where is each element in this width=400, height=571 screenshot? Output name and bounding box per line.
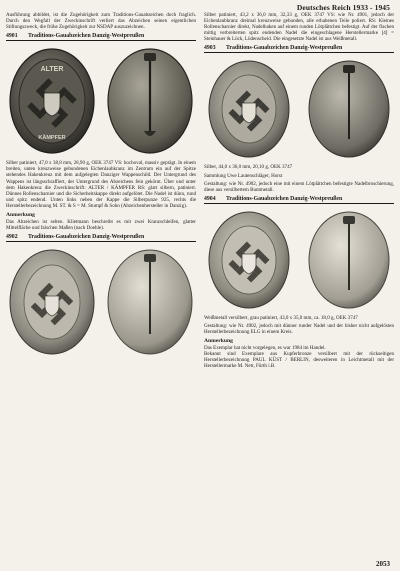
danzig-shield-icon bbox=[242, 254, 256, 274]
item-4903-heading bbox=[204, 45, 394, 53]
item-4903-description: Silber, 44,0 x 36,0 mm, 20,10 g, OEK 3747 bbox=[204, 164, 293, 171]
badge-front-photo bbox=[6, 45, 98, 157]
item-number: 4902 bbox=[6, 234, 18, 241]
item-4904-design: Gestaltung: wie Nr. 4902, jedoch mit dünner runder Nadel und der bisher nicht aufgelösten Herstellerbezeichnung ELG in einem Kreis. bbox=[204, 322, 394, 336]
badge-back-photo bbox=[304, 57, 394, 161]
note-title: Anmerkung bbox=[6, 212, 35, 219]
page-number: 2053 bbox=[376, 560, 390, 568]
item-number: 4903 bbox=[204, 45, 216, 52]
item-title: Traditions-Gauabzeichen Danzig-Westpreußen bbox=[226, 195, 343, 202]
note-text-1: Das Exemplar hat nicht vorgelegen, es war 1984 im Handel. bbox=[204, 345, 326, 352]
item-4902-heading bbox=[6, 234, 196, 242]
item-4904-heading bbox=[204, 196, 394, 204]
note-text: Das Abzeichen ist selten. Klietmann beschreibt es mit zwei Kranzschleifen, glatter Mittelfläche und falschen Maßen (nach Doehle). bbox=[6, 219, 196, 232]
badge-front-photo bbox=[6, 246, 98, 358]
item-4903-design: Gestaltung: wie Nr. 4902, jedoch eine mit einem Lötplättchen befestigte Nadelbroschierung, diese aus versilbertem Buntmetall. bbox=[204, 180, 394, 193]
note-text-2: Bekannt sind Exemplare aus Kupferbronze versilbert mit der rückseitigen Herstellerbezeichnung PAUL KÜST / BERLIN, desweiteren in Leichtmetall mit der Herstellermarke M. Nett, Fürth i.B. bbox=[204, 351, 394, 370]
badge-back-photo bbox=[304, 208, 394, 312]
item-4901-heading bbox=[6, 33, 196, 41]
danzig-shield-icon bbox=[44, 93, 60, 116]
item-4901-photos bbox=[6, 45, 196, 157]
item-title: Traditions-Gauabzeichen Danzig-Westpreußen bbox=[28, 33, 145, 40]
item-4904-description: Weißmetall versilbert, grau patiniert, 43,0 x 35,0 mm, ca. 18,0 g, OEK 3747 bbox=[204, 314, 358, 321]
note-title: Anmerkung bbox=[204, 338, 233, 345]
hinge bbox=[144, 53, 156, 61]
item-4901-description: Silber patiniert, 47,0 x 38,8 mm, 28,90 g, OEK 3747 VS: hochoval, massiv geprägt. In einem breiten, unten kreuzweise gebundenen Eichenlaubkranz im Zentrum ein auf der Spitze stehendes Hakenkreuz mit dem aufgelegten Danziger Wappenschild. Der Untergrund des Wappens ist längsschraffiert, der Untergrund des Abzeichens fein gekörnt. Über und unter dem Hakenkreuz die Zweckinschrift: ALTER / KÄMPFER RS: glatt silbern, patiniert. Dünnes Rollenscharnier und die Sicherheitskappe direkt aufgelötet. Die Nadel ist dünn, rund und spitz endend. Unten links neben der Kappe die Silberpunze 925, rechts die Herstellerbezeichnung M. ST. & S = M. Stumpf & Sohn (Abzeichenhersteller in Danzig). bbox=[6, 160, 196, 209]
item-4903-photos bbox=[204, 57, 394, 161]
item-4902-description: Silber patiniert, 43,2 x 36,0 mm, 32,33 g, OEK 3747 VS: wie Nr. 4901, jedoch der Eichenlaubkranz dreimal kreuzweise gebunden, alle erhabenen Teile poliert. RS: Kleines Rollenscharnier direkt, Nadelhaken auf einem runden Lötplättchen befestigt. Auf der flachen mittig verbreiterten spitz endenden Nadel die eingeschlagene Herstellermarke [4] = Steinhauer & Lück, Lüdenscheid. Die eingesetzte Nadel ist aus Weißmetall. bbox=[204, 12, 394, 43]
badge-front-photo bbox=[204, 57, 294, 161]
badge-front-photo bbox=[204, 208, 294, 312]
item-title: Traditions-Gauabzeichen Danzig-Westpreußen bbox=[28, 234, 145, 241]
item-title: Traditions-Gauabzeichen Danzig-Westpreußen bbox=[226, 45, 343, 52]
inscription-top: ALTER bbox=[40, 66, 64, 74]
danzig-shield-icon bbox=[45, 296, 59, 316]
badge-back-photo bbox=[104, 246, 196, 358]
right-column bbox=[204, 12, 394, 370]
page-header: Deutsches Reich 1933 - 1945 bbox=[296, 3, 390, 12]
inscription-bottom: KÄMPFER bbox=[38, 135, 66, 142]
hinge bbox=[144, 254, 156, 262]
item-number: 4901 bbox=[6, 33, 18, 40]
danzig-shield-icon bbox=[242, 103, 256, 123]
badge-back-photo bbox=[104, 45, 196, 157]
item-number: 4904 bbox=[204, 195, 216, 202]
hinge bbox=[343, 65, 355, 73]
intro-text: Ausführung abbildet, ist die Zugehörigkeit zum Traditions-Gauabzeichen doch fraglich. Durch den Wegfall der Zweckinschrift verliert das Abzeichen seinen eigentlichen Stiftungszweck, die frühe Zugehörigkeit zur NSDAP auszuzeichnen. bbox=[6, 12, 196, 31]
item-4904-photos bbox=[204, 208, 394, 312]
item-4903-collection: Sammlung Uwe Lautenschläger, Horst bbox=[204, 172, 283, 179]
left-column bbox=[6, 12, 196, 361]
item-4902-photos bbox=[6, 246, 196, 358]
hinge bbox=[343, 216, 355, 224]
